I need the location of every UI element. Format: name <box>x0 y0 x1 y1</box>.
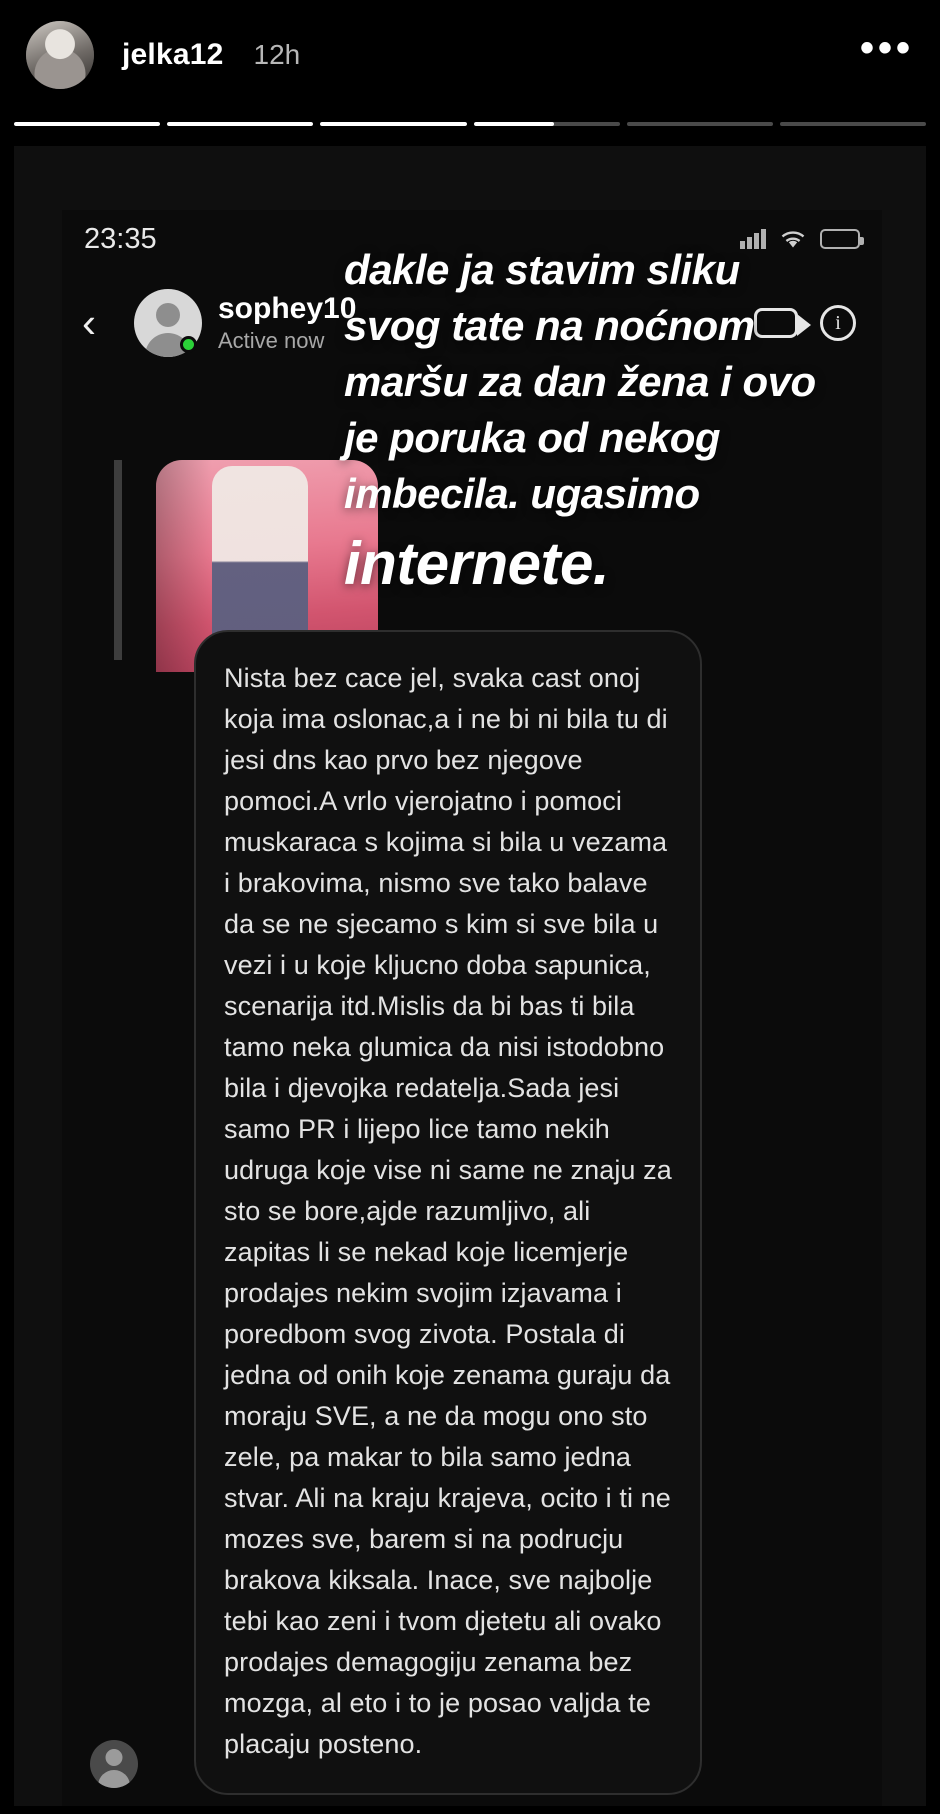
caption-line-4: je poruka od nekog <box>344 414 721 461</box>
info-icon[interactable]: i <box>820 305 856 341</box>
caption-line-5: imbecila. ugasimo <box>344 470 700 517</box>
story-progress-bar <box>14 122 926 128</box>
story-username[interactable]: jelka12 <box>122 38 224 71</box>
progress-segment[interactable] <box>14 122 160 126</box>
story-header <box>0 0 940 110</box>
status-clock: 23:35 <box>84 222 157 255</box>
more-options-icon[interactable]: ••• <box>859 26 914 70</box>
progress-segment[interactable] <box>627 122 773 126</box>
story-timestamp: 12h <box>253 39 301 70</box>
photo-edge-bar <box>114 460 122 660</box>
progress-segment[interactable] <box>780 122 926 126</box>
dm-identity <box>218 292 356 354</box>
caption-line-2: svog tate na noćnom <box>344 302 755 349</box>
caption-line-3: maršu za dan žena i ovo <box>344 358 816 405</box>
progress-segment[interactable] <box>474 122 620 126</box>
profile-avatar-icon <box>26 21 94 89</box>
story-canvas[interactable] <box>14 146 926 1806</box>
dm-sender-avatar <box>90 1740 138 1788</box>
dm-username[interactable]: sophey10 <box>218 292 357 325</box>
dm-message-text: Nista bez cace jel, svaka cast onoj koja ima oslonac,a i ne bi ni bila tu di jesi dns kao prvo bez njegove pomoci.A vrlo vjerojatno i pomoci muskaraca s kojima si bila u vezama i brakovima, nismo sve tako balave da se ne sjecamo s kim si sve bila u vezi i u koje kljucno doba sapunica, scenarija itd.Mislis da bi bas ti bila tamo neka glumica da nisi istodobno bila i djevojka redatelja.Sada jesi samo PR i lijepo lice tamo nekih udruga koje vise ni same ne znaju za sto se bore,ajde razumljivo, ali zapitas li se nekad koje licemjerje prodajes nekim svojim izjavama i poredbom svog zivota. Postala di jedna od onih koje zenama guraju da moraju SVE, a ne da mogu ono sto zele, pa makar to bila samo jedna stvar. Ali na kraju krajeva, ocito i ti ne mozes sve, barem si na podrucju brakova kiksala. Inace, sve najbolje tebi kao zeni i tvom djetetu ali ovako prodajes demagogiju zenama bez mozga, al eto i to je posao valjda te placaju posteno. <box>224 663 672 1759</box>
story-caption[interactable] <box>344 242 874 600</box>
dm-presence-status: Active now <box>218 328 325 353</box>
caption-line-1: dakle ja stavim sliku <box>344 246 740 293</box>
online-status-dot <box>180 336 197 353</box>
avatar[interactable] <box>26 21 94 89</box>
dm-message-bubble[interactable] <box>194 630 702 1795</box>
back-chevron-icon[interactable]: ‹ <box>82 299 96 346</box>
progress-segment[interactable] <box>167 122 313 126</box>
progress-segment[interactable] <box>320 122 466 126</box>
caption-line-6: internete. <box>344 530 610 597</box>
